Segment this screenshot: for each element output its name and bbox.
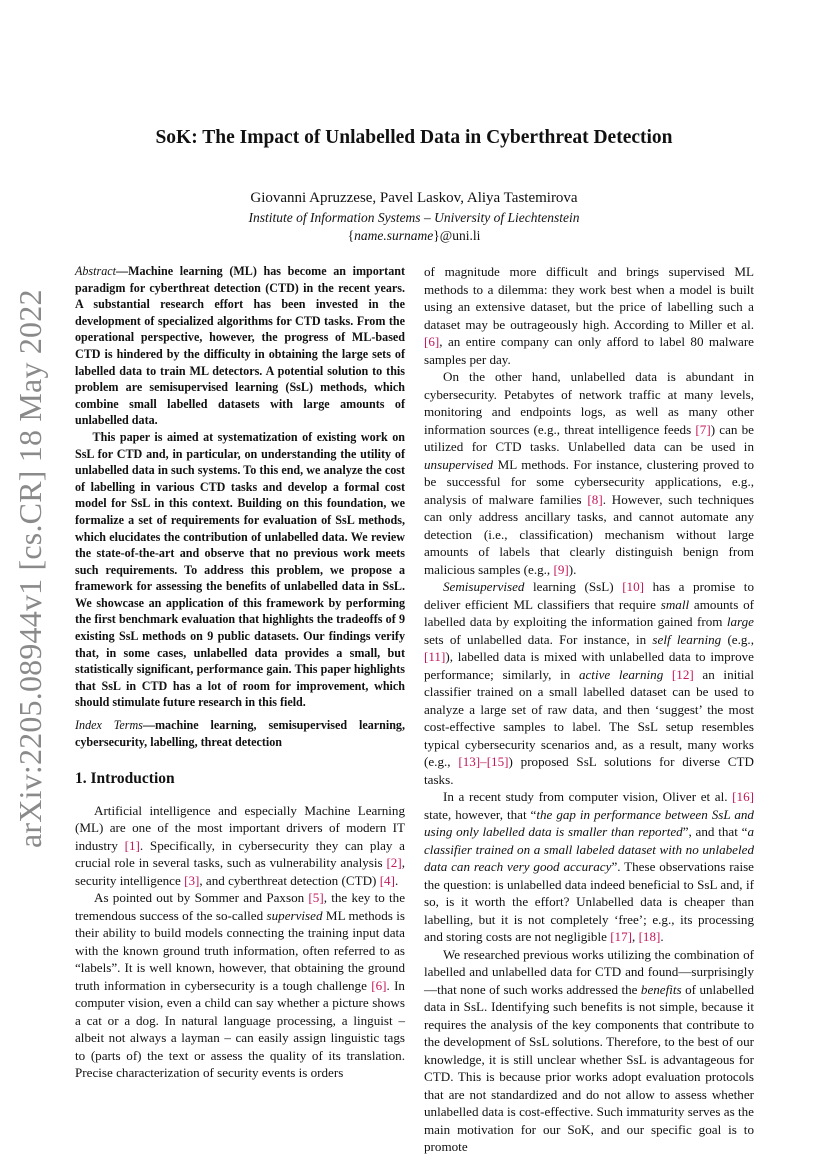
citation-link[interactable]: [9] (553, 561, 569, 577)
citation-link[interactable]: [2] (386, 855, 402, 871)
citation-link[interactable]: [1] (124, 837, 140, 853)
intro-paragraph-3: On the other hand, unlabelled data is abundant in cybersecurity. Petabytes of network traffic at many levels, monitoring and endpoints logs, as well as many other information sources (e.g., threat intelligence feeds [7]) can be utilized for CTD tasks. Unlabelled data can be used in unsupervised ML methods. For instance, clustering proved to be successful for some cybersecurity applications, e.g., analysis of malware families [8]. However, such techniques can only address ancillary tasks, and cannot automate any detection (i.e., classification) mechanism without large amounts of labels that clearly distinguish benign from malicious samples (e.g., [9]). (424, 369, 755, 577)
author-block (0, 188, 828, 245)
abstract-paragraph-2: This paper is aimed at systematization of existing work on SsL for CTD and, in particular, on understanding the utility of unlabelled data in such systems. To this end, we analyze the cost of labelling in various CTD tasks and develop a formal cost model for SsL in this context. Building on this foundation, we formalize a set of requirements for evaluation of SsL methods, which elucidates the contribution of unlabelled data. We review the state-of-the-art and observe that no previous work meets such requirements. To address this problem, we propose a framework for assessing the benefits of unlabelled data in SsL. We showcase an application of this framework by performing the first benchmark evaluation that highlights the tradeoffs of 9 existing SsL methods on 9 public datasets. Our findings verify that, in some cases, unlabelled data provides a small, but statistically significant, performance gain. This paper highlights that SsL in CTD has a lot of room for improvement, which should stimulate future research in this field. (75, 429, 405, 710)
left-column (75, 263, 405, 1082)
citation-link[interactable]: [6] (424, 334, 440, 349)
citation-link[interactable]: [5] (308, 890, 324, 906)
index-terms-lead: Index Terms (75, 718, 143, 733)
authors: Giovanni Apruzzese, Pavel Laskov, Aliya Tastemirova (250, 190, 578, 206)
citation-link[interactable]: [13]–[15] (458, 754, 509, 769)
right-column (424, 263, 754, 1156)
affiliation: Institute of Information Systems – University of Liechtenstein (248, 210, 580, 225)
author-email: {name.surname}@uni.li (347, 228, 481, 243)
intro-paragraph-1: Artificial intelligence and especially Machine Learning (ML) are one of the most important drivers of modern IT industry [1]. Specifically, in cybersecurity they can play a crucial role in several tasks, such as vulnerability analysis [2], security intelligence [3], and cyberthreat detection (CTD) [4]. (75, 802, 405, 888)
abstract-paragraph-1: Abstract—Machine learning (ML) has become an important paradigm for cyberthreat detection (CTD) in the recent years. A substantial research effort has been invested in the development of specialized algorithms for CTD tasks. From the operational perspective, however, the progress of ML-based CTD is hindered by the difficulty in obtaining the large sets of labelled data to train ML detectors. A potential solution to this problem are semisupervised learning (SsL) methods, which combine small labelled datasets with large amounts of unlabelled data. (75, 264, 405, 428)
intro-paragraph-6: We researched previous works utilizing the combination of labelled and unlabelled data for CTD and found—surprisingly—that none of such works addressed the benefits of unlabelled data in SsL. Identifying such benefits is not simple, because it requires the analysis of the key components that contribute to the development of SsL solutions. Therefore, to the best of our knowledge, it is still unclear whether SsL is advantageous for CTD. This is because prior works adopt evaluation protocols that are not standardized and do not allow to assess whether unlabelled data is cost-effective. Such immaturity serves as the main motivation for our SoK, and our specific goal is to promote (424, 946, 754, 1154)
paper-title: SoK: The Impact of Unlabelled Data in Cyberthreat Detection (155, 127, 673, 148)
email-name: name.surname (354, 228, 434, 243)
section-heading: 1. Introduction (75, 770, 175, 788)
abstract-lead: Abstract (75, 264, 116, 278)
citation-link[interactable]: [18] (638, 929, 661, 944)
citation-link[interactable]: [12] (671, 666, 694, 682)
intro-paragraph-5: In a recent study from computer vision, Oliver et al. [16] state, however, that “the gap in performance between SsL and using only labelled data is smaller than reported”, and that “a classifier trained on a small labeled dataset with no unlabeled data can reach very good accuracy”. These observations raise the question: is unlabelled data indeed beneficial to SsL and, if so, is it worth the effort? Unlabelled data is cheaper than labelling, but it is not completely ‘free’; e.g., its processing and storing costs are not negligible [17], [18]. (424, 789, 754, 944)
citation-link[interactable]: [10] (622, 579, 645, 594)
citation-link[interactable]: [4] (379, 872, 395, 888)
citation-link[interactable]: [8] (587, 491, 603, 507)
citation-link[interactable]: [17] (610, 929, 633, 944)
citation-link[interactable]: [16] (732, 789, 754, 804)
citation-link[interactable]: [11] (424, 649, 446, 664)
intro-paragraph-2: As pointed out by Sommer and Paxson [5], the key to the tremendous success of the so-called supervised ML methods is their ability to build models connecting the training input data with the known ground truth information, often referred to as “labels”. It is well known, however, that obtaining the ground truth information in cybersecurity is a tough challenge [6]. In computer vision, even a child can say whether a picture shows a cat or a dog. In natural language processing, a linguist – albeit not always a layman – can easily assign linguistic tags to (parts of) the text or assess the quality of its translation. Precise characterization of security events is orders (75, 890, 406, 1081)
intro-paragraph-2-cont: of magnitude more difficult and brings supervised ML methods to a dilemma: they work best when a model is built using an extensive dataset, but the price of labelling such a dataset may be outrageously high. According to Miller et al. [6], an entire company can only afford to label 80 malware samples per day. (424, 264, 754, 367)
arxiv-identifier: arXiv:2205.08944v1 [cs.CR] 18 May 2022 (12, 289, 48, 848)
index-terms: Index Terms—machine learning, semisupervised learning, cybersecurity, labelling, threat detection (75, 718, 405, 749)
index-terms-text: machine learning, semisupervised learning, cybersecurity, labelling, threat detection (75, 718, 405, 749)
citation-link[interactable]: [3] (184, 872, 200, 888)
email-domain: @uni.li (439, 228, 481, 243)
abstract-p1: Machine learning (ML) has become an important paradigm for cyberthreat detection (CTD) in the recent years. A substantial research effort has been invested in the development of specialized algorithms for CTD tasks. From the operational perspective, however, the progress of ML-based CTD is hindered by the difficulty in obtaining the large sets of labelled data to train ML detectors. A potential solution to this problem are semisupervised learning (SsL) methods, which combine small labelled datasets with large amounts of unlabelled data. (75, 264, 405, 428)
citation-link[interactable]: [6] (371, 977, 387, 993)
citation-link[interactable]: [7] (695, 421, 711, 437)
intro-paragraph-4: Semisupervised learning (SsL) [10] has a promise to deliver efficient ML classifiers that require small amounts of labelled data by exploiting the information gained from large sets of unlabelled data. For instance, in self learning (e.g., [11]), labelled data is mixed with unlabelled data to improve performance; similarly, in active learning [12] an initial classifier trained on a small labelled dataset can be used to analyze a large set of raw data, and then ‘suggest’ the most cost-effective samples to label. The SsL setup resembles typical cybersecurity scenarios and, as a result, many works (e.g., [13]–[15]) proposed SsL solutions for diverse CTD tasks. (424, 579, 755, 787)
abstract (75, 263, 405, 711)
